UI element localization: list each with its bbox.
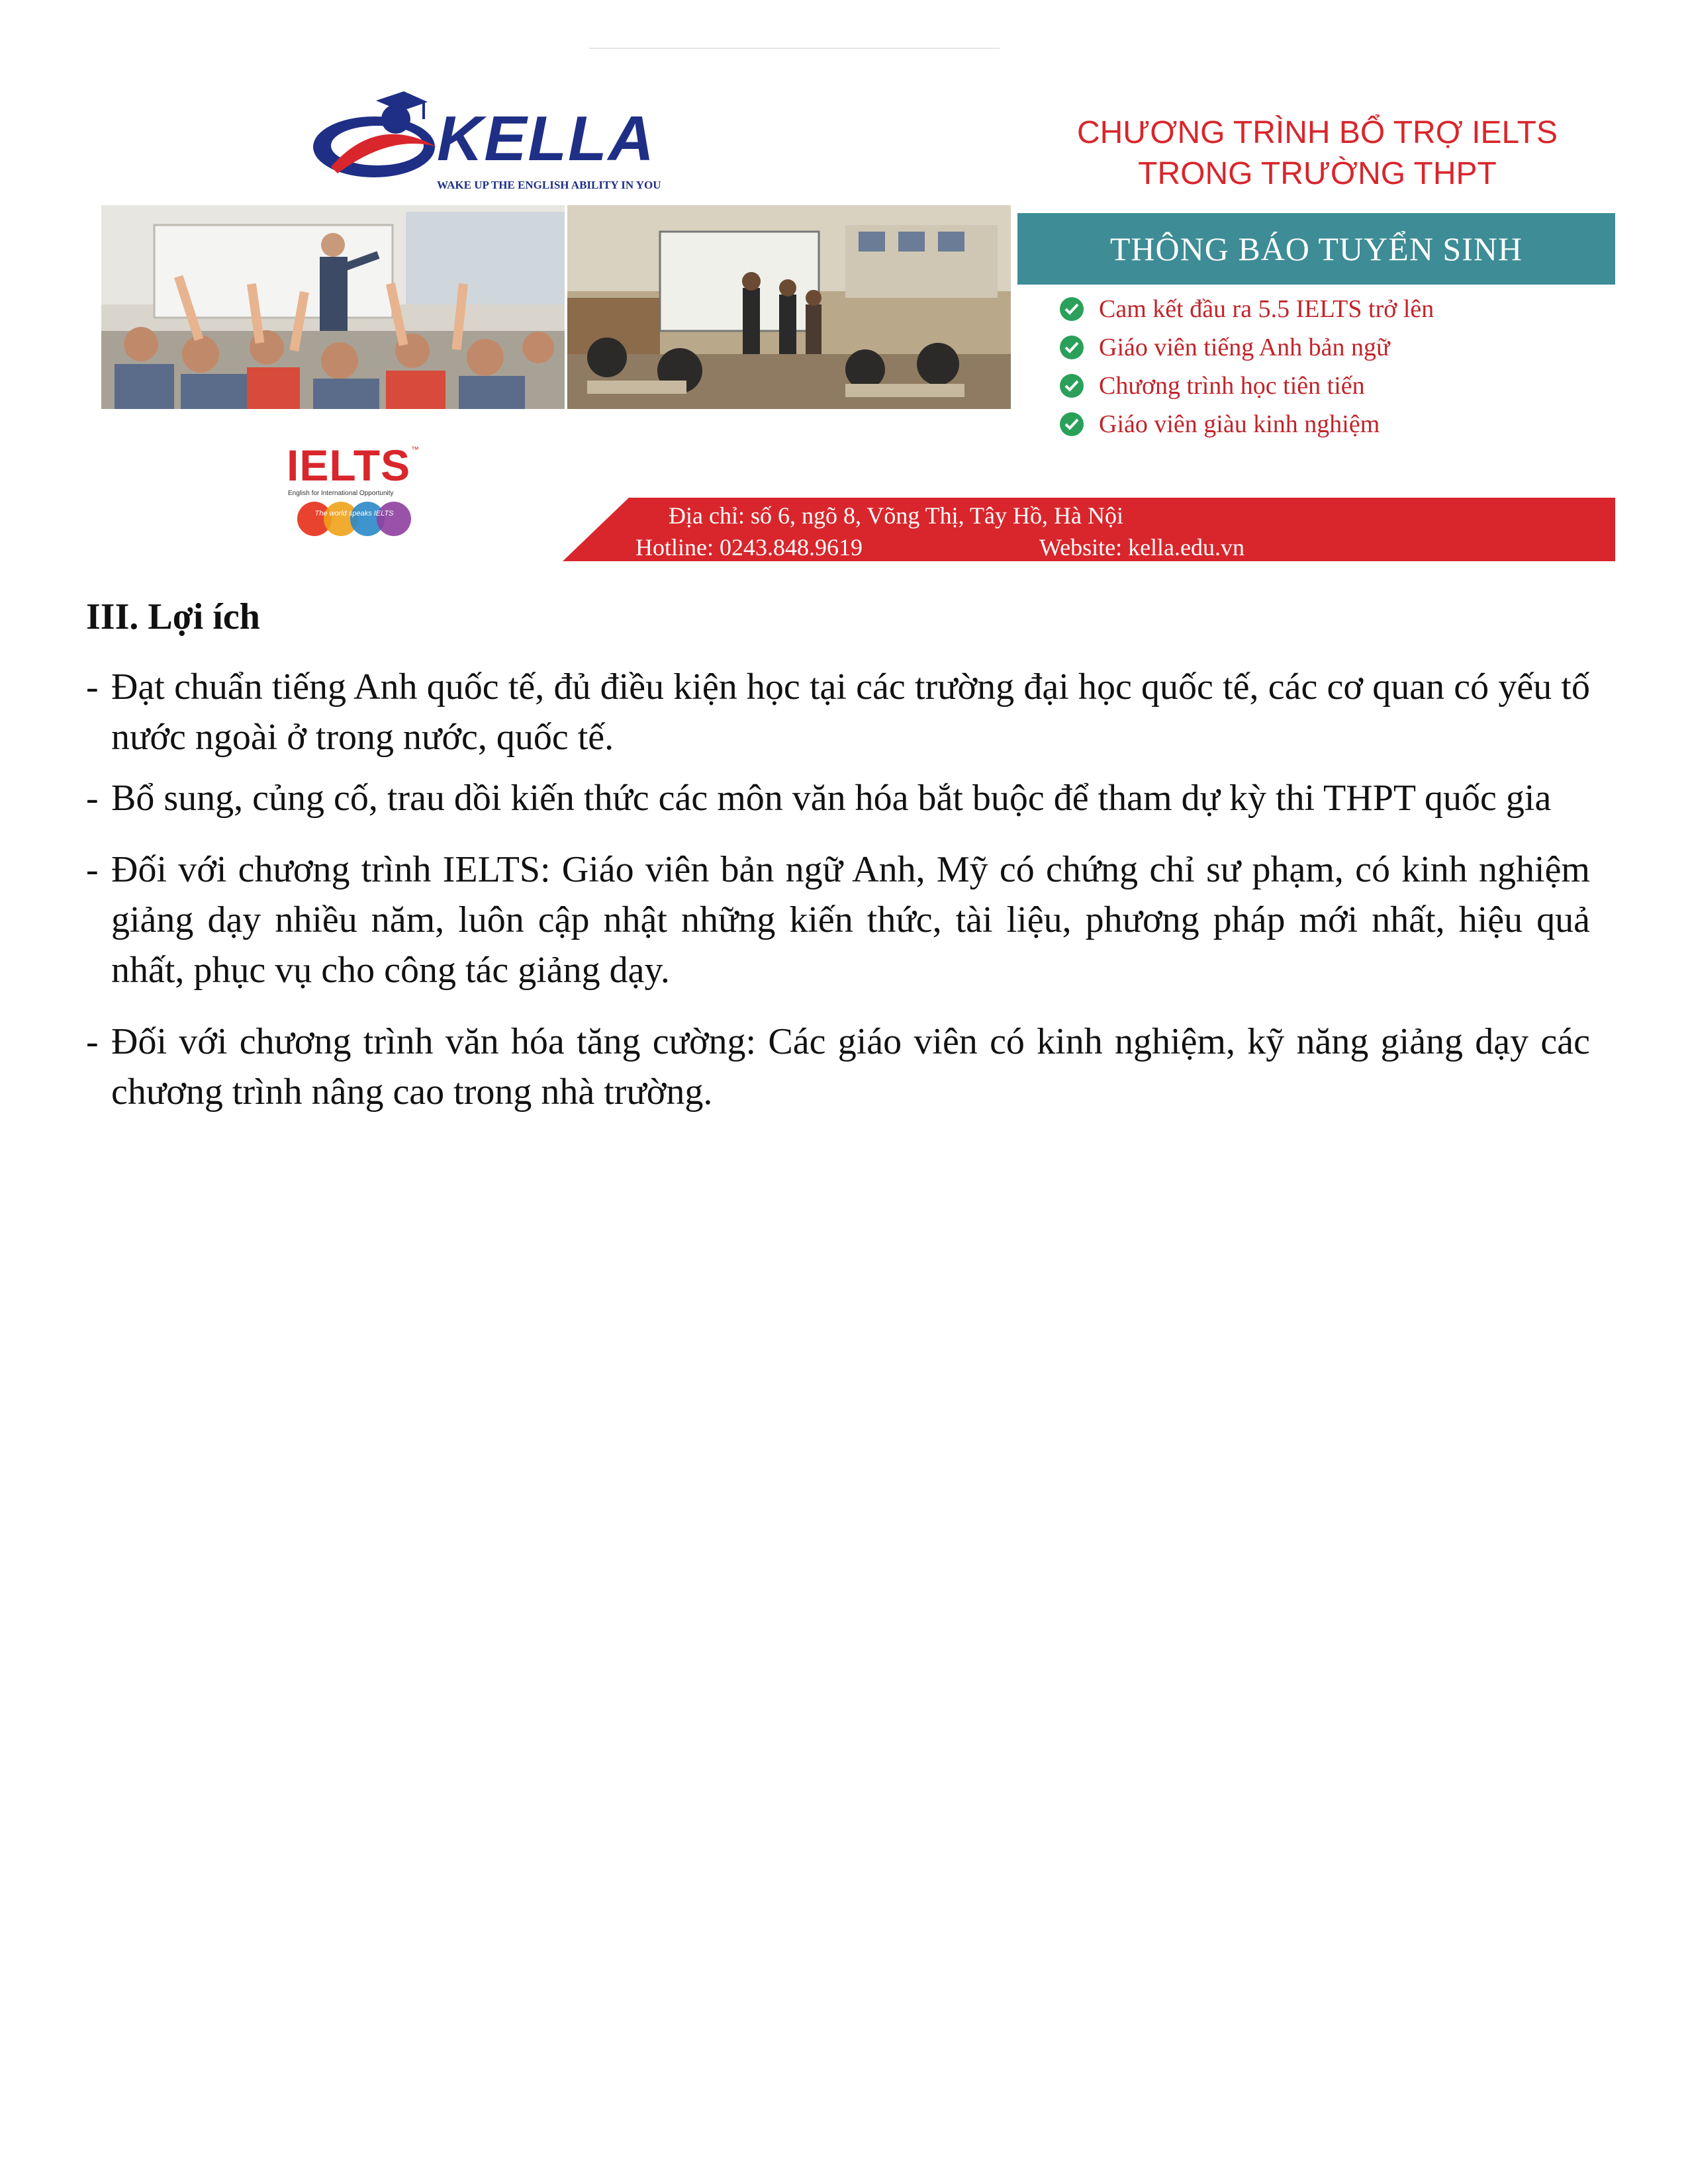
contact-website: Website: kella.edu.vn — [1039, 534, 1245, 561]
benefit-item — [86, 773, 1590, 823]
benefit-text: Đối với chương trình văn hóa tăng cường: Các giáo viên có kinh nghiệm, kỹ năng giảng dạy các chương trình nâng cao trong nhà trường. — [111, 1021, 1590, 1113]
check-circle-icon — [1059, 412, 1084, 437]
feature-text: Chương trình học tiên tiến — [1099, 372, 1365, 400]
contact-hotline: Hotline: 0243.848.9619 — [635, 534, 863, 561]
feature-item — [1059, 367, 1615, 405]
ielts-logo-subtitle: English for International Opportunity — [288, 490, 394, 497]
feature-text: Giáo viên tiếng Anh bản ngữ — [1099, 334, 1390, 361]
bullet-dash: - — [86, 849, 99, 890]
benefits-list — [86, 662, 1590, 1128]
bullet-dash: - — [86, 1021, 99, 1062]
section-heading: III. Lợi ích — [86, 596, 260, 637]
feature-item — [1059, 290, 1615, 328]
benefit-item — [86, 1017, 1590, 1117]
feature-text: Cam kết đầu ra 5.5 IELTS trở lên — [1099, 295, 1434, 323]
classroom-photo-1 — [101, 205, 565, 409]
brand-name: KELLA — [437, 103, 655, 174]
program-title — [1006, 113, 1628, 195]
check-circle-icon — [1059, 335, 1084, 360]
check-circle-icon — [1059, 373, 1084, 398]
program-title-line-2: TRONG TRƯỜNG THPT — [1138, 156, 1497, 191]
ielts-circles-icon — [288, 498, 420, 537]
bullet-dash: - — [86, 778, 99, 819]
ielts-logo — [281, 443, 427, 543]
contact-address: Địa chỉ: số 6, ngõ 8, Võng Thị, Tây Hồ, Hà Nội — [669, 502, 1123, 529]
announcement-title: THÔNG BÁO TUYỂN SINH — [1017, 213, 1615, 285]
benefit-text: Đạt chuẩn tiếng Anh quốc tế, đủ điều kiện học tại các trường đại học quốc tế, các cơ quan có yếu tố nước ngoài ở trong nước, quốc tế. — [111, 666, 1590, 758]
ielts-trademark: ™ — [411, 445, 419, 454]
top-divider — [589, 48, 1000, 49]
feature-item — [1059, 328, 1615, 367]
benefit-item — [86, 844, 1590, 995]
kella-emblem-icon — [311, 74, 444, 193]
kella-logo — [311, 74, 688, 193]
ielts-logo-slogan: The world speaks IELTS — [314, 510, 394, 518]
benefit-text: Bổ sung, củng cố, trau dồi kiến thức các môn văn hóa bắt buộc để tham dự kỳ thi THPT quốc gia — [111, 778, 1552, 819]
classroom-photo-2 — [567, 205, 1011, 409]
benefit-item — [86, 662, 1590, 762]
check-circle-icon — [1059, 296, 1084, 322]
ielts-logo-word: IELTS — [287, 441, 411, 490]
brand-tagline: WAKE UP THE ENGLISH ABILITY IN YOU — [437, 179, 661, 191]
feature-item — [1059, 405, 1615, 443]
feature-text: Giáo viên giàu kinh nghiệm — [1099, 410, 1380, 438]
bullet-dash: - — [86, 666, 99, 707]
benefit-text: Đối với chương trình IELTS: Giáo viên bản ngữ Anh, Mỹ có chứng chỉ sư phạm, có kinh nghiệm giảng dạy nhiều năm, luôn cập nhật những kiến thức, tài liệu, phương pháp mới nhất, hiệu quả nhất, phục vụ cho công tác giảng dạy. — [111, 849, 1590, 991]
program-title-line-1: CHƯƠNG TRÌNH BỔ TRỢ IELTS — [1076, 115, 1558, 150]
feature-list — [1059, 290, 1615, 443]
